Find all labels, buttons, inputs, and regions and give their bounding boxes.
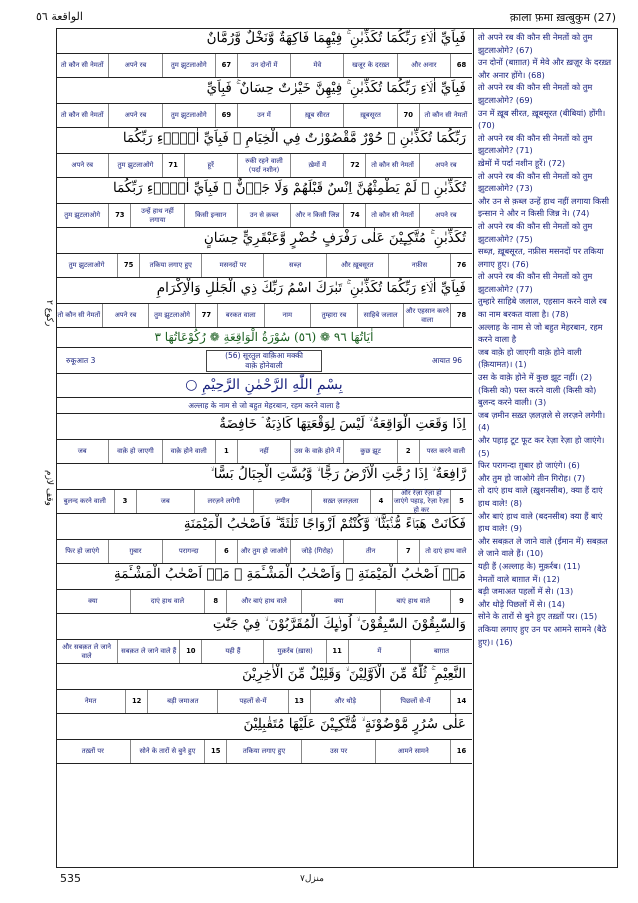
verse-number-cell: 8 (204, 590, 226, 613)
word-meaning-cell: और न किसी जिन्न (290, 204, 343, 227)
word-meaning-row (56, 254, 472, 278)
translation-line: तो अपने रब की कौन सी नेमतों को तुम झुटलाओगे? (71) (478, 132, 593, 156)
translation-line: (किसी को) पस्त करने वाली (किसी को) बुलन्द करने वाली। (3) (478, 384, 597, 408)
word-meaning-cell: लरज़ने लगेगी (194, 490, 253, 513)
verse-number-cell: 3 (114, 490, 136, 513)
verse-number-cell: 10 (179, 640, 201, 663)
verse-number-cell: 1 (215, 440, 237, 463)
word-meaning-cell: तुम झुटलाओगे (148, 304, 195, 327)
verse-block (56, 414, 472, 464)
word-meaning-cell: बड़ी जमाअत (147, 690, 217, 713)
translation-line: अल्लाह के नाम से जो बहुत मेहरबान, रहम करने वाला है (478, 321, 603, 345)
word-meaning-cell: तख़्तों पर (81, 747, 104, 756)
word-meaning-row (56, 740, 472, 764)
translation-line: सोने के तारों से बुने हुए तख़्तों पर। (15) (478, 611, 598, 622)
word-meaning-cell: तो कौन सी नेमतों (365, 154, 418, 177)
word-meaning-row (56, 690, 472, 714)
translation-line: और तुम हो जाओगे तीन गिरोह। (7) (478, 472, 586, 483)
translation-line: उन दोनों (बाग़ात) में मेवे और ख़ज़ूर के दरख़्त और अनार होंगे। (68) (478, 57, 611, 80)
ruku-count: रुकूआत 3 (66, 356, 96, 365)
translation-line: और थोड़े पिछलों में से। (14) (478, 598, 565, 609)
ayat-count: आयात 96 (431, 356, 462, 365)
translation-line: नेमतों वाले बाग़ात में। (12) (478, 573, 560, 584)
translation-line: और बाएं हाथ वाले (बदनसीब) क्या हैं बाएं हाथ वाले! (9) (478, 510, 603, 534)
translation-line: तो दाएं हाथ वाले (ख़ुशनसीब), क्या हैं दाएं हाथ वाले! (8) (478, 485, 603, 508)
page-header (36, 8, 616, 28)
translation-line: तुम्हारे साहिबे जलाल, एहसान करने वाले रब का नाम बरकत वाला है। (78) (478, 296, 607, 320)
word-meaning-cell: वाक़े होने वाली (162, 440, 215, 463)
word-meaning-row (56, 154, 472, 178)
word-meaning-cell: अपने रब (108, 104, 161, 127)
word-meaning-cell: क्या (301, 590, 376, 613)
verse-number-cell: 14 (450, 690, 472, 713)
verse-number-cell: 75 (117, 254, 139, 277)
word-meaning-cell: तो दाएं हाथ वाले (419, 540, 472, 563)
word-meaning-cell: जब (77, 447, 87, 456)
verse-number-cell: 76 (450, 254, 472, 277)
word-meaning-cell: में (348, 640, 410, 663)
word-meaning-row (56, 104, 472, 128)
verse-block (56, 614, 472, 664)
word-meaning-cell: किसी इन्सान (184, 204, 237, 227)
word-meaning-cell: और अनार (397, 54, 450, 77)
word-meaning-cell: साहिबे जलाल (357, 304, 404, 327)
word-meaning-cell: तो कौन सी नेमतों (419, 104, 472, 127)
translation-line: और पहाड़ टूट फूट कर रेज़ा रेज़ा हो जाएंगे। (5) (478, 435, 605, 458)
word-meaning-cell: आमने सामने (375, 740, 450, 763)
word-meaning-cell: उन्हें हाथ नहीं लगाया (130, 204, 183, 227)
word-meaning-cell: पहलों से-में (217, 690, 287, 713)
word-meaning-cell: तो कौन सी नेमतों (60, 61, 104, 70)
word-meaning-cell: अपने रब (419, 204, 472, 227)
translation-line: तो अपने रब की कौन सी नेमतों को तुम झुटलाओगे? (67) (478, 32, 593, 55)
arabic-verse-line: عَلٰى سُرُرٍ مَّوْضُوْنَةٍ ۙ مُّتَّكِـِٕيْنَ عَلَيْهَا مُتَقٰبِلِيْنَ (56, 714, 472, 740)
surah-title-band: اٰيَاتُهَا ٩٦ ❁ (٥٦) سُوْرَةُ الْوَاقِعَةِ ❁ رُكُوْعَاتُهَا ٣ (56, 328, 472, 348)
translation-line: तो अपने रब की कौन सी नेमतों को तुम झुटलाओगे? (77) (478, 271, 593, 294)
verse-number-cell: 67 (215, 54, 237, 77)
verse-number-cell: 5 (450, 490, 472, 513)
word-meaning-cell: ग़ुबार (108, 540, 161, 563)
arabic-verse-line: وَالسّٰبِقُوْنَ السّٰبِقُوْنَ ۙ اُولٰۤىِٕكَ الْمُقَرَّبُوْنَ ۙ فِيْ جَنّٰتِ (56, 614, 472, 640)
verse-number-cell: 2 (397, 440, 419, 463)
word-meaning-cell: सबक़त ले जाने वाले हैं (117, 640, 179, 663)
word-meaning-row (56, 440, 472, 464)
word-meaning-cell: तुम झुटलाओगे (64, 211, 101, 220)
word-meaning-cell: बाग़ात (410, 640, 472, 663)
verse-number-cell: 77 (195, 304, 217, 327)
word-meaning-cell: अपने रब (108, 54, 161, 77)
arabic-verse-line: فَبِاَيِّ اٰلَاۤءِ رَبِّكُمَا تُكَذِّبٰنِ ۚ فِيْهِنَّ خَيْرٰتٌ حِسَانٌ ۚ فَبِاَيِّ (56, 78, 472, 104)
translation-line: फिर परागन्दा ग़ुबार हो जाएंगे। (6) (478, 460, 580, 471)
surah-meaning: वाक़े होनेवाली (245, 361, 283, 370)
word-meaning-cell: ज़मीन (253, 490, 312, 513)
translation-line: और सबक़त ले जाने वाले (ईमान में) सबक़त ले जाने वाले हैं। (10) (478, 535, 608, 559)
verse-block (56, 78, 472, 128)
bismillah: بِسْمِ اللّٰهِ الرَّحْمٰنِ الرَّحِيْمِ ○ (56, 374, 472, 398)
word-meaning-cell: तकिया लगाए हुए (226, 740, 301, 763)
word-meaning-cell: तकिया लगाए हुए (139, 254, 201, 277)
translation-line: तो अपने रब की कौन सी नेमतों को तुम झुटलाओगे? (75) (478, 220, 593, 244)
word-meaning-cell: पिछलों से-में (380, 690, 450, 713)
word-meaning-cell: दाएं हाथ वाले (130, 590, 205, 613)
word-meaning-cell: और रेज़ा रेज़ा हो जाएंगे पहाड़, रेज़ा रेज़ा हो कर (392, 490, 451, 513)
word-meaning-cell: अपने रब (102, 304, 149, 327)
page-number: 535 (60, 872, 81, 885)
verse-block (56, 278, 472, 328)
word-meaning-cell: और एहसान करने वाला (403, 304, 450, 327)
translation-line: जब ज़मीन सख़्त ज़लज़ले से लरज़ने लगेगी। (4) (478, 409, 606, 433)
word-meaning-cell: ख़ूबसूरत (343, 104, 396, 127)
word-meaning-cell: ख़ूब सीरत (290, 104, 343, 127)
arabic-verse-line: تُكَذِّبٰنِ ۚ مُتَّكِـِٕيْنَ عَلٰى رَفْرَفٍ خُضْرٍ وَّعَبْقَرِيٍّ حِسَانٍ (56, 228, 472, 254)
word-meaning-cell: उस के वाक़े होने में (290, 440, 343, 463)
bismillah-translation: अल्लाह के नाम से जो बहुत मेहरबान, रहम करने वाला है (56, 398, 472, 414)
verse-block (56, 128, 472, 178)
verse-number-cell: 68 (450, 54, 472, 77)
arabic-verse-line: فَبِاَيِّ اٰلَاۤءِ رَبِّكُمَا تُكَذِّبٰنِ ۚ فِيْهِمَا فَاكِهَةٌ وَّنَخْلٌ وَّرُمَّانٌ (56, 28, 472, 54)
word-meaning-cell: तुम झुटलाओगे (162, 54, 215, 77)
word-meaning-cell: हूरें (184, 154, 237, 177)
ruku-mark: رکوع ٢ (44, 300, 54, 327)
word-meaning-cell: बरकत वाला (217, 304, 264, 327)
word-meaning-cell: खजूर के दरख़्त (343, 54, 396, 77)
verse-number-cell: 9 (450, 590, 472, 613)
word-meaning-cell: पस्त करने वाली (419, 440, 472, 463)
word-meaning-cell: अपने रब (419, 154, 472, 177)
word-meaning-cell: तो कौन सी नेमतों (57, 311, 101, 320)
word-meaning-cell: तुम झुटलाओगे (108, 154, 161, 177)
translation-line: तकिया लगाए हुए उन पर आमने सामने (बैठे हुए)। (16) (478, 623, 607, 647)
verse-number-cell: 69 (215, 104, 237, 127)
word-meaning-cell: तुम झुटलाओगे (68, 261, 105, 270)
manzil-label: منزل٧ (300, 874, 324, 884)
word-meaning-cell: उन दोनों में (237, 54, 290, 77)
word-meaning-cell: कुछ झूट (343, 440, 396, 463)
word-meaning-row (56, 54, 472, 78)
para-name-header: क़ाला फ़मा ख़त्बुकुम (27) (509, 11, 616, 24)
verse-block (56, 464, 472, 514)
word-meaning-cell: और ख़ूबसूरत (326, 254, 388, 277)
verse-number-cell: 72 (343, 154, 365, 177)
verse-number-cell: 6 (215, 540, 237, 563)
word-meaning-row (56, 204, 472, 228)
verse-number-cell: 12 (125, 690, 147, 713)
arabic-verse-line: فَكَانَتْ هَبَاۤءً مُّنْۢبَثًّا ۙ وَّكُنْتُمْ اَزْوَاجًا ثَلٰثَةً ۗ فَاَصْحٰبُ الْمَيْمَنَةِ (56, 514, 472, 540)
word-meaning-cell: रुकी रहने वाली (पर्दा नशीन) (237, 154, 290, 177)
word-meaning-cell: ख़ेमों में (290, 154, 343, 177)
word-meaning-cell: सोने के तारों से बुने हुए (130, 740, 205, 763)
page-footer (60, 872, 580, 890)
word-meaning-cell: उन में (237, 104, 290, 127)
word-meaning-cell: तो कौन सी नेमतों (60, 111, 104, 120)
word-meaning-cell: नफ़ीस (388, 254, 450, 277)
arabic-verse-line: رَبِّكُمَا تُكَذِّبٰنِ ۚ حُوْرٌ مَّقْصُوْرٰتٌ فِي الْخِيَامِ ۚ فَبِاَيِّ اٰلَاۤءِ رَبِّكُمَا (56, 128, 472, 154)
word-meaning-cell: तीन (343, 540, 396, 563)
verse-number-cell: 4 (370, 490, 392, 513)
verse-block (56, 664, 472, 714)
verse-number-cell: 74 (343, 204, 365, 227)
word-meaning-cell: और बाएं हाथ वाले (226, 590, 301, 613)
surah-name-box (206, 350, 322, 372)
translation-line: बड़ी जमाअत पहलों में से। (13) (478, 586, 574, 597)
word-meaning-cell: वाक़े हो जाएगी (108, 440, 161, 463)
word-meaning-cell: मसनदों पर (201, 254, 263, 277)
word-meaning-cell: और तुम हो जाओगे (237, 540, 290, 563)
word-meaning-cell: बुलन्द करने वाली (63, 497, 106, 506)
word-meaning-row (56, 304, 472, 328)
waqf-mark: وقف لازم (44, 470, 54, 506)
word-meaning-cell: क्या (88, 597, 98, 606)
word-meaning-cell: नेमत (84, 697, 97, 706)
word-meaning-cell: तुम झुटलाओगे (162, 104, 215, 127)
translation-line: यही हैं (अल्लाह के) मुक़र्रब। (11) (478, 560, 581, 571)
word-meaning-cell: नहीं (237, 440, 290, 463)
word-meaning-row (56, 590, 472, 614)
translation-line: उस के वाक़े होने में कुछ झूट नहीं। (2) (478, 372, 593, 383)
word-meaning-cell: सख़्त ज़लज़ला (311, 490, 370, 513)
word-meaning-cell: मुक़र्रब (ख़ास) (263, 640, 325, 663)
verse-block (56, 514, 472, 564)
arabic-verse-line: فَبِاَيِّ اٰلَاۤءِ رَبِّكُمَا تُكَذِّبٰنِ ۚ تَبٰرَكَ اسْمُ رَبِّكَ ذِي الْجَلٰلِ وَالْاِكْرَامِ (56, 278, 472, 304)
arabic-verse-line: تُكَذِّبٰنِ ۚ لَمْ يَطْمِثْهُنَّ اِنْسٌ قَبْلَهُمْ وَلَا جَاۤنٌّ ۚ فَبِاَيِّ اٰلَاۤءِ رَبِّكُمَا (56, 178, 472, 204)
verse-block (56, 564, 472, 614)
translation-line: तो अपने रब की कौन सी नेमतों को तुम झुटलाओगे? (73) (478, 170, 593, 194)
verse-number-cell: 11 (326, 640, 348, 663)
verse-number-cell: 15 (204, 740, 226, 763)
word-meaning-row (56, 640, 472, 664)
translation-line: उन में ख़ूब सीरत, ख़ूबसूरत (बीबियां) होंगी। (70) (478, 107, 606, 131)
word-meaning-cell: फिर हो जाएंगे (65, 547, 100, 556)
surah-name-header: الواقعة ٥٦ (36, 10, 83, 23)
verse-number-cell: 70 (397, 104, 419, 127)
word-meaning-row (56, 540, 472, 564)
verse-block (56, 178, 472, 228)
word-meaning-cell: और थोड़े (310, 690, 380, 713)
arabic-verse-line: رَّافِعَةٌ ۙ اِذَا رُجَّتِ الْاَرْضُ رَجًّا ۙ وَّبُسَّتِ الْجِبَالُ بَسًّا ۙ (56, 464, 472, 490)
word-meaning-cell: उस पर (301, 740, 376, 763)
arabic-verse-line: مَاۤ اَصْحٰبُ الْمَيْمَنَةِ ۗ وَاَصْحٰبُ الْمَشْـَٔمَةِ ۙ مَاۤ اَصْحٰبُ الْمَشْـَٔمَةِ (56, 564, 472, 590)
word-by-word-column (56, 28, 472, 868)
arabic-verse-line: اِذَا وَقَعَتِ الْوَاقِعَةُ ۙ لَيْسَ لِوَقْعَتِهَا كَاذِبَةٌ ۘ خَافِضَةٌ (56, 414, 472, 440)
verse-block (56, 28, 472, 78)
verse-number-cell: 16 (450, 740, 472, 763)
verse-number-cell: 78 (450, 304, 472, 327)
word-meaning-row (56, 490, 472, 514)
word-meaning-cell: और सबक़त ले जाने वाले (62, 643, 112, 660)
word-meaning-cell: नाम (264, 304, 311, 327)
verse-number-cell: 7 (397, 540, 419, 563)
word-meaning-cell: परागन्दा (162, 540, 215, 563)
surah-info-band (56, 348, 472, 374)
word-meaning-cell: जोड़े (गिरोह) (290, 540, 343, 563)
word-meaning-cell: मेवे (290, 54, 343, 77)
verse-block (56, 228, 472, 278)
word-meaning-cell: तुम्हारा रब (310, 304, 357, 327)
word-meaning-cell: बाएं हाथ वाले (375, 590, 450, 613)
translation-column (473, 28, 618, 868)
translation-line: तो अपने रब की कौन सी नेमतों को तुम झुटलाओगे? (69) (478, 82, 593, 105)
verse-number-cell: 73 (108, 204, 130, 227)
word-meaning-cell: यही हैं (201, 640, 263, 663)
word-meaning-cell: उन से क़ब्ल (237, 204, 290, 227)
word-meaning-cell: अपने रब (71, 161, 93, 170)
translation-line: और उन से क़ब्ल उन्हें हाथ नहीं लगाया किसी इन्सान ने और न किसी जिन्न ने। (74) (478, 195, 609, 219)
verse-number-cell: 71 (162, 154, 184, 177)
translation-line: ख़ेमों में पर्दा नशीन हूरें। (72) (478, 157, 566, 168)
word-meaning-cell: तो कौन सी नेमतों (365, 204, 418, 227)
word-meaning-cell: जब (136, 490, 195, 513)
translation-line: सब्ज़, ख़ूबसूरत, नफ़ीस मसनदों पर तकिया लगाए हुए। (76) (478, 246, 604, 269)
verse-number-cell: 13 (288, 690, 310, 713)
surah-name-hindi: (56) सूरतुल वाक़िआ मक्की (225, 351, 303, 360)
translation-line: जब वाक़े हो जाएगी वाक़े होने वाली (क़ियामत)। (1) (478, 346, 582, 370)
word-meaning-cell: सब्ज़ (263, 254, 325, 277)
arabic-verse-line: النَّعِيْمِ ۚ ثُلَّةٌ مِّنَ الْاَوَّلِيْنَ ۙ وَقَلِيْلٌ مِّنَ الْاٰخِرِيْنَ (56, 664, 472, 690)
verse-block (56, 714, 472, 764)
